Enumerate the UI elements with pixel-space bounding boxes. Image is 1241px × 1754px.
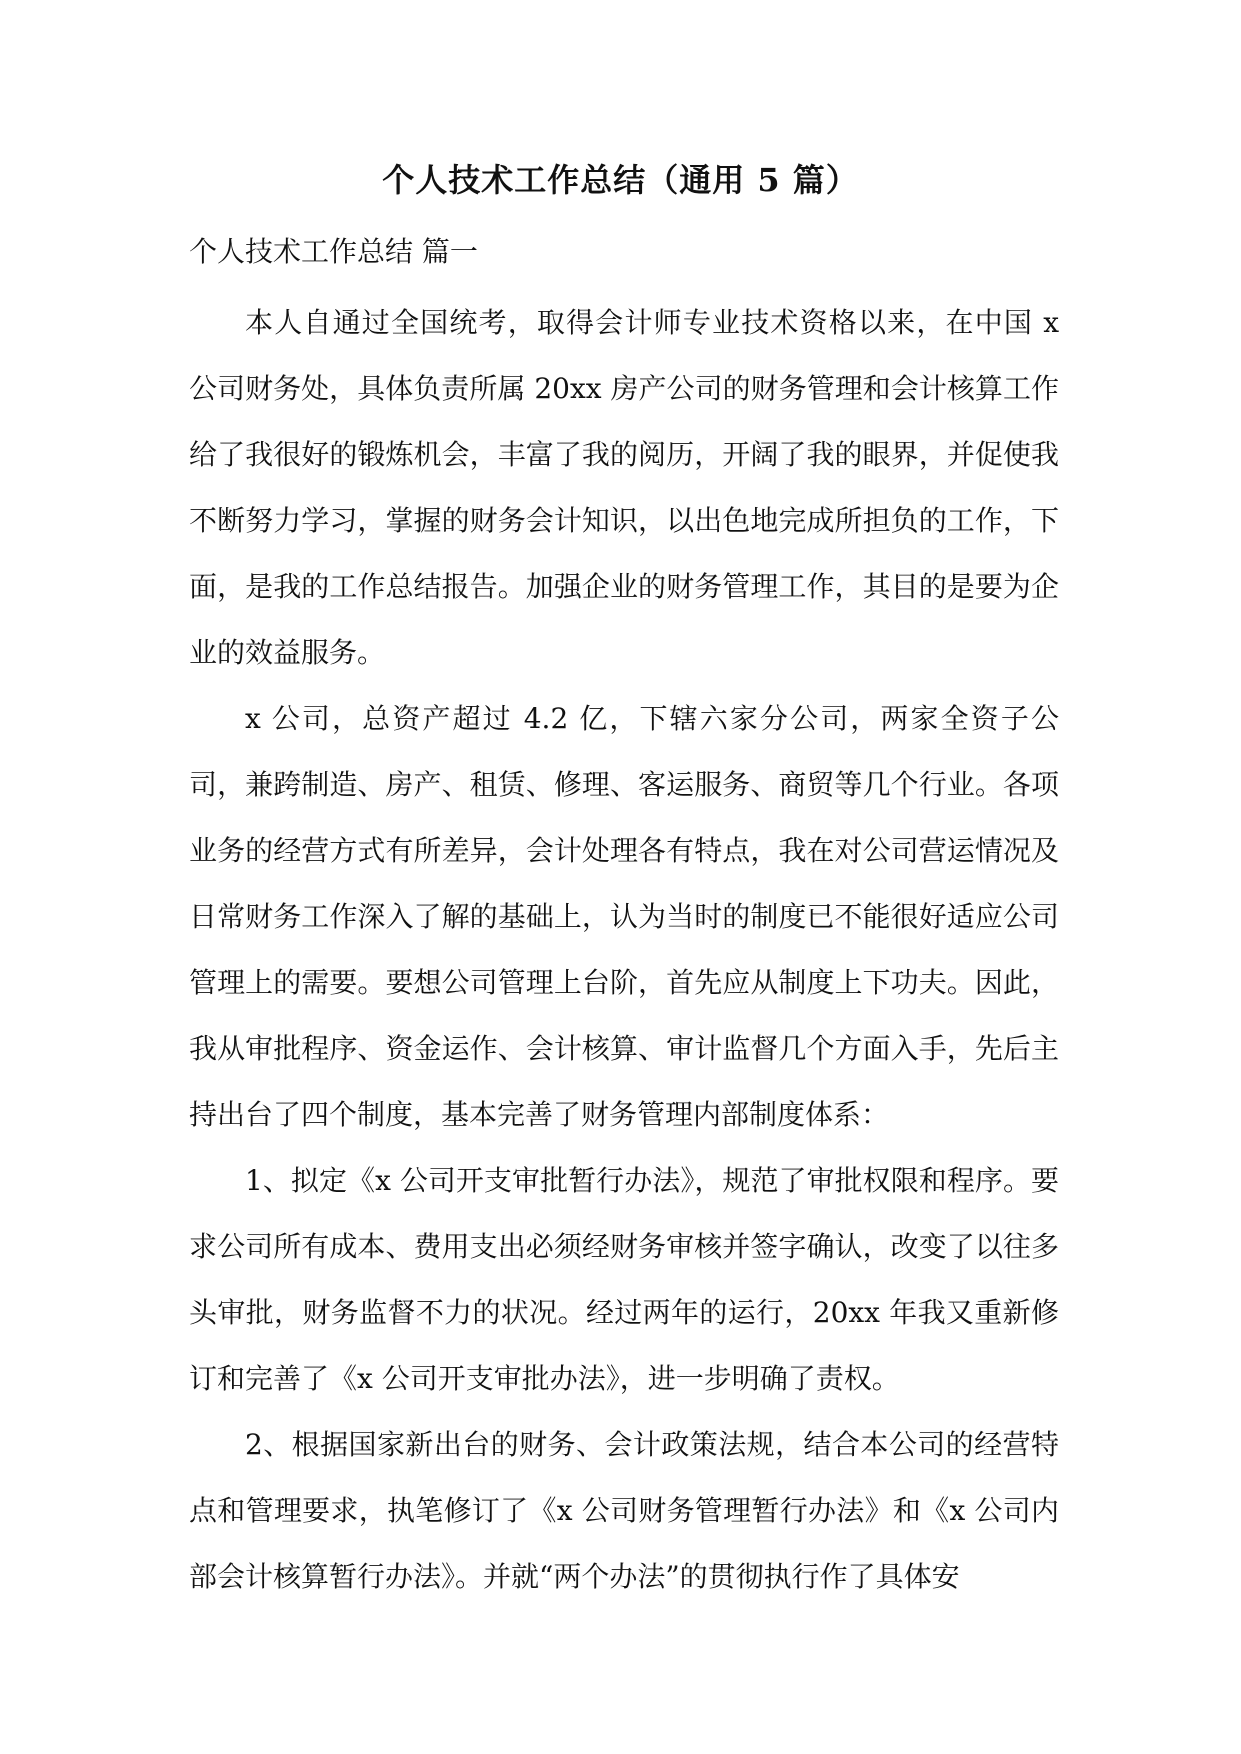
section-heading: 个人技术工作总结 篇一	[189, 235, 478, 268]
paragraph-1: 本人自通过全国统考，取得会计师专业技术资格以来，在中国 x 公司财务处，具体负责所属 20xx 房产公司的财务管理和会计核算工作给了我很好的锻炼机会，丰富了我的阅历，开阔了我的眼界，并促使我不断努力学习，掌握的财务会计知识，以出色地完成所担负的工作，下面，是我的工作总结报告。加强企业的财务管理工作，其目的是要为企业的效益服务。	[189, 306, 1059, 669]
paragraph-4: 2、根据国家新出台的财务、会计政策法规，结合本公司的经营特点和管理要求，执笔修订了《x 公司财务管理暂行办法》和《x 公司内部会计核算暂行办法》。并就“两个办法”的贯彻执行作了具体安	[189, 1428, 1059, 1593]
paragraph-3: 1、拟定《x 公司开支审批暂行办法》，规范了审批权限和程序。要求公司所有成本、费用支出必须经财务审核并签字确认，改变了以往多头审批，财务监督不力的状况。经过两年的运行，20xx 年我又重新修订和完善了《x 公司开支审批办法》，进一步明确了责权。	[189, 1164, 1059, 1395]
document-body	[189, 290, 1059, 1610]
document-title: 个人技术工作总结（通用 5 篇）	[382, 161, 859, 199]
paragraph-2: x 公司，总资产超过 4.2 亿，下辖六家分公司，两家全资子公司，兼跨制造、房产、租赁、修理、客运服务、商贸等几个行业。各项业务的经营方式有所差异，会计处理各有特点，我在对公司营运情况及日常财务工作深入了解的基础上，认为当时的制度已不能很好适应公司管理上的需要。要想公司管理上台阶，首先应从制度上下功夫。因此，我从审批程序、资金运作、会计核算、审计监督几个方面入手，先后主持出台了四个制度，基本完善了财务管理内部制度体系：	[189, 702, 1059, 1131]
